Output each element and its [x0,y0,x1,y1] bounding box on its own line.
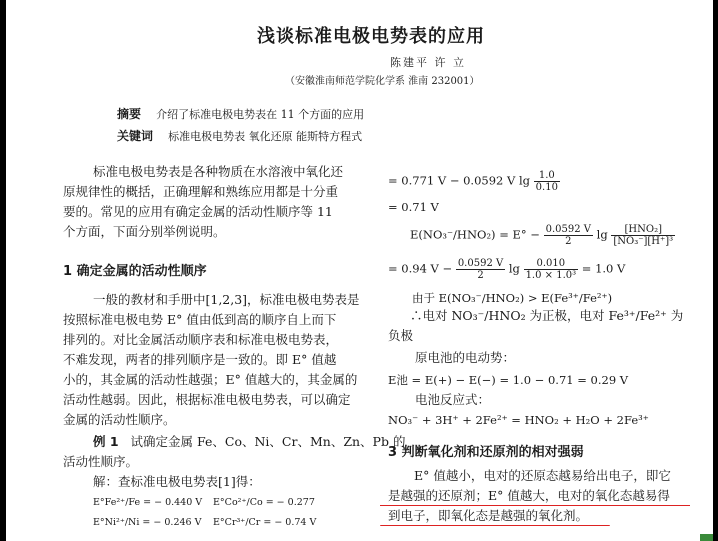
intro-line: 个方面，下面分别举例说明。 [63,224,226,239]
eq1-numerator: 1.0 [534,170,560,182]
para-line: 到电子，即氧化态是越强的氧化剂。 [388,508,589,523]
negative-line: 负极 [388,328,414,343]
since-line: 由于 E(NO₃⁻/HNO₂) > E(Fe³⁺/Fe²⁺) [412,291,613,305]
therefore-line: ∴电对 NO₃⁻/HNO₂ 为正极，电对 Fe³⁺/Fe²⁺ 为 [410,308,684,323]
keywords-label: 关键词 [117,129,154,143]
scan-edge-right [713,0,718,541]
section-3-heading: 3 判断氧化剂和还原剂的相对强弱 [388,445,584,460]
section-1-paragraph [63,290,360,430]
eq4-result: = 1.0 V [581,261,626,276]
equation-4 [388,258,625,281]
eq4-prefix: = 0.94 V − [388,261,453,276]
eq3-f2-numerator: [HNO₂] [611,224,675,236]
abstract-label: 摘要 [117,107,142,121]
para-line: 排列的。对比金属活动顺序表和标准电极电势表， [63,332,339,347]
intro-line: 要的。常见的应用有确定金属的活动性顺序等 11 [63,204,333,219]
eq3-fraction-2 [611,224,675,247]
example-text-cont: 活动性顺序。 [63,454,139,469]
paper-title: 浅谈标准电极电势表的应用 [257,26,485,47]
potential-fe: E°Fe²⁺/Fe = − 0.440 V [93,497,203,508]
section-3-paragraph [388,466,671,526]
eq4-f2-denominator: 1.0 × 1.0³ [525,270,577,281]
eq1-prefix: = 0.771 V − 0.0592 V lg [388,173,531,188]
eq4-f1-denominator: 2 [477,270,484,281]
eq3-f1-numerator: 0.0592 V [545,224,591,235]
section-1-heading: 1 确定金属的活动性顺序 [63,264,207,279]
eq3-lg: lg [596,227,608,242]
para-line: 按照标准电极电势 E° 值由低到高的顺序自上而下 [63,312,337,327]
example-1 [93,432,405,452]
reaction-label: 电池反应式： [415,392,491,407]
para-line: E° 值越小，电对的还原态越易给出电子，即它 [414,468,671,483]
authors: 陈建平 许 立 [390,56,466,69]
eq4-fraction-1 [456,258,505,281]
eq4-lg: lg [508,261,520,276]
intro-paragraph [63,162,343,242]
para-line: 是越强的还原剂；E° 值越大，电对的氧化态越易得 [388,488,670,503]
red-underline [380,505,690,506]
potential-ni: E°Ni²⁺/Ni = − 0.246 V [93,517,202,528]
potential-co: E°Co²⁺/Co = − 0.277 [213,497,315,508]
example-label: 例 1 [93,434,119,449]
equation-3 [410,224,675,247]
example-text: 试确定金属 Fe、Co、Ni、Cr、Mn、Zn、Pb 的 [130,434,406,449]
corner-marker [700,534,713,541]
para-line: 不难发现，两者的排列顺序是一致的。即 E° 值越 [63,352,337,367]
reaction-equation: NO₃⁻ + 3H⁺ + 2Fe²⁺ = HNO₂ + H₂O + 2Fe³⁺ [388,413,649,427]
potential-cr: E°Cr³⁺/Cr = − 0.74 V [213,517,317,528]
emf-equation: E池 = E(+) − E(−) = 1.0 − 0.71 = 0.29 V [388,373,629,387]
eq3-f2-denominator: [NO₃⁻][H⁺]³ [613,236,674,247]
eq1-fraction [534,170,560,193]
equation-2: = 0.71 V [388,200,439,214]
eq1-denominator: 0.10 [535,182,558,193]
keywords-text: 标准电极电势表 氧化还原 能斯特方程式 [168,130,363,143]
emf-label: 原电池的电动势： [415,350,516,365]
abstract-text: 介绍了标准电极电势表在 11 个方面的应用 [156,108,365,121]
eq4-f1-numerator: 0.0592 V [457,258,504,269]
eq4-f2-numerator: 0.010 [524,258,579,270]
para-line: 小的，其金属的活动性越强；E° 值越大的，其金属的 [63,372,358,387]
para-line: 一般的教材和手册中[1,2,3]，标准电极电势表是 [93,292,360,307]
red-underline [380,525,610,526]
eq3-fraction-1 [544,224,593,247]
equation-1 [388,170,560,193]
eq4-fraction-2 [524,258,579,281]
scan-edge-left [0,0,6,541]
eq3-prefix: E(NO₃⁻/HNO₂) = E° − [410,227,540,242]
eq3-f1-denominator: 2 [565,236,572,247]
abstract-line [117,103,364,122]
intro-line: 原规律性的概括，正确理解和熟练应用都是十分重 [63,184,339,199]
solution-line: 解：查标准电极电势表[1]得： [93,474,261,489]
keywords-line [117,125,362,144]
para-line: 金属的活动性顺序。 [63,412,176,427]
intro-line: 标准电极电势表是各种物质在水溶液中氧化还 [93,164,344,179]
affiliation: （安徽淮南师范学院化学系 淮南 232001） [285,76,480,87]
para-line: 活动性越弱。因此，根据标准电极电势表，可以确定 [63,392,351,407]
